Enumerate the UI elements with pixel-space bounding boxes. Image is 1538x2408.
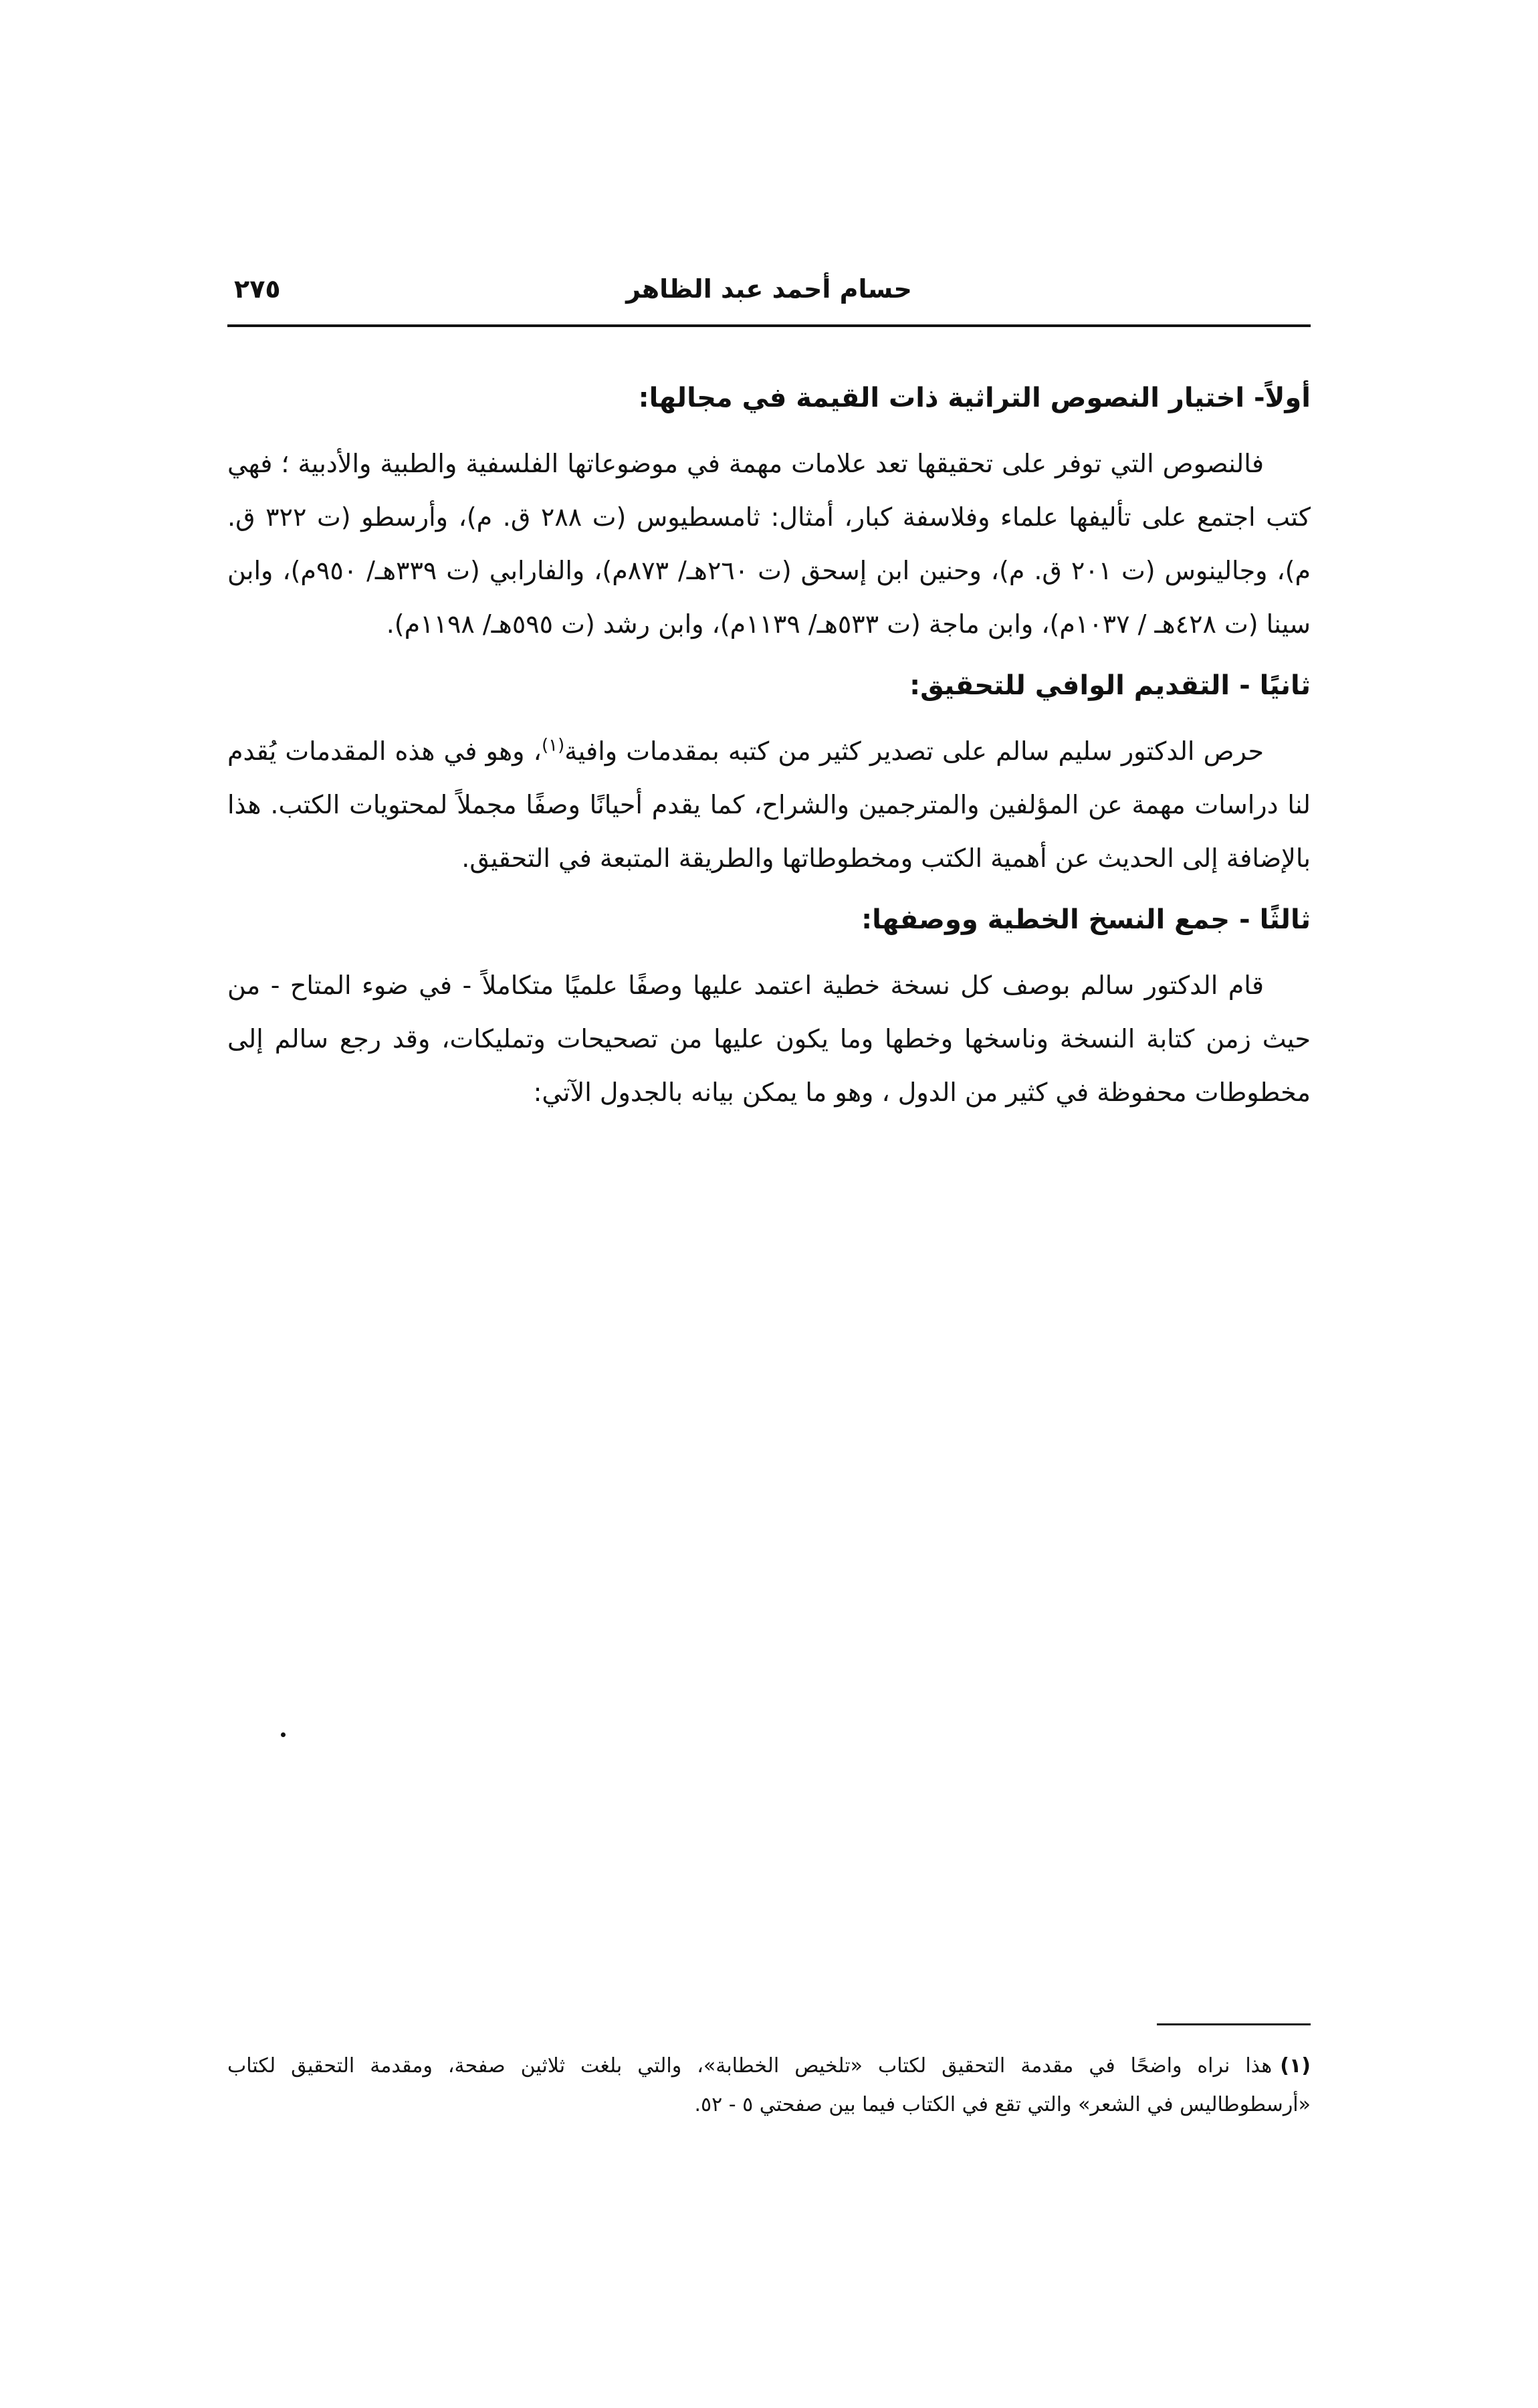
- running-header-author: حسام أحمد عبد الظاهر: [626, 274, 912, 304]
- footnote-text: هذا نراه واضحًا في مقدمة التحقيق لكتاب «تلخيص الخطابة»، والتي بلغت ثلاثين صفحة، ومقدمة التحقيق لكتاب «أرسطوطاليس في الشعر» والتي تقع في الكتاب فيما بين صفحتي ٥ - ٥٢.: [227, 2054, 1311, 2116]
- section-heading: ثانيًا - التقديم الوافي للتحقيق:: [909, 670, 1311, 701]
- section-paragraph: [227, 724, 1311, 885]
- header-divider: [227, 324, 1311, 327]
- page-number: ٢٧٥: [234, 274, 281, 304]
- footnote-divider: [1157, 2023, 1311, 2025]
- paragraph-text-after-footnote-ref: ، وهو في هذه المقدمات يُقدم لنا دراسات مهمة عن المؤلفين والمترجمين والشراح، كما يقدم أحيانًا وصفًا مجملاً لمحتويات الكتب. هذا بالإضافة إلى الحديث عن أهمية الكتب ومخطوطاتها والطريقة المتبعة في التحقيق.: [227, 736, 1311, 873]
- footnote: [227, 2047, 1311, 2124]
- section-paragraph: فالنصوص التي توفر على تحقيقها تعد علامات مهمة في موضوعاتها الفلسفية والطبية والأدبية ؛ فهي كتب اجتمع على تأليفها علماء وفلاسفة كبار، أمثال: ثامسطيوس (ت ٢٨٨ ق. م)، وأرسطو (ت ٣٢٢ ق. م)، وجالينوس (ت ٢٠١ ق. م)، وحنين ابن إسحق (ت ٢٦٠هـ/ ٨٧٣م)، والفارابي (ت ٣٣٩هـ/ ٩٥٠م)، وابن سينا (ت ٤٢٨هـ / ١٠٣٧م)، وابن ماجة (ت ٥٣٣هـ/ ١١٣٩م)، وابن رشد (ت ٥٩٥هـ/ ١١٩٨م).: [227, 449, 1311, 639]
- section-first: [227, 378, 1311, 651]
- section-third: [227, 900, 1311, 1119]
- scan-speck: [281, 1732, 286, 1737]
- section-heading: أولاً- اختيار النصوص التراثية ذات القيمة في مجالها:: [638, 383, 1311, 413]
- paragraph-text-before-footnote-ref: حرص الدكتور سليم سالم على تصدير كثير من كتبه بمقدمات وافية: [564, 736, 1264, 766]
- running-header: [227, 254, 1311, 321]
- page-body: [227, 378, 1311, 1134]
- footnote-reference[interactable]: (١): [541, 735, 565, 756]
- section-heading: ثالثًا - جمع النسخ الخطية ووصفها:: [861, 904, 1311, 935]
- section-paragraph: قام الدكتور سالم بوصف كل نسخة خطية اعتمد عليها وصفًا علميًا متكاملاً - في ضوء المتاح - من حيث زمن كتابة النسخة وناسخها وخطها وما يكون عليها من تصحيحات وتمليكات، وقد رجع سالم إلى مخطوطات محفوظة في كثير من الدول ، وهو ما يمكن بيانه بالجدول الآتي:: [227, 971, 1311, 1107]
- section-second: [227, 666, 1311, 885]
- footnote-marker: (١): [1280, 2054, 1311, 2078]
- book-page: [227, 254, 1311, 2261]
